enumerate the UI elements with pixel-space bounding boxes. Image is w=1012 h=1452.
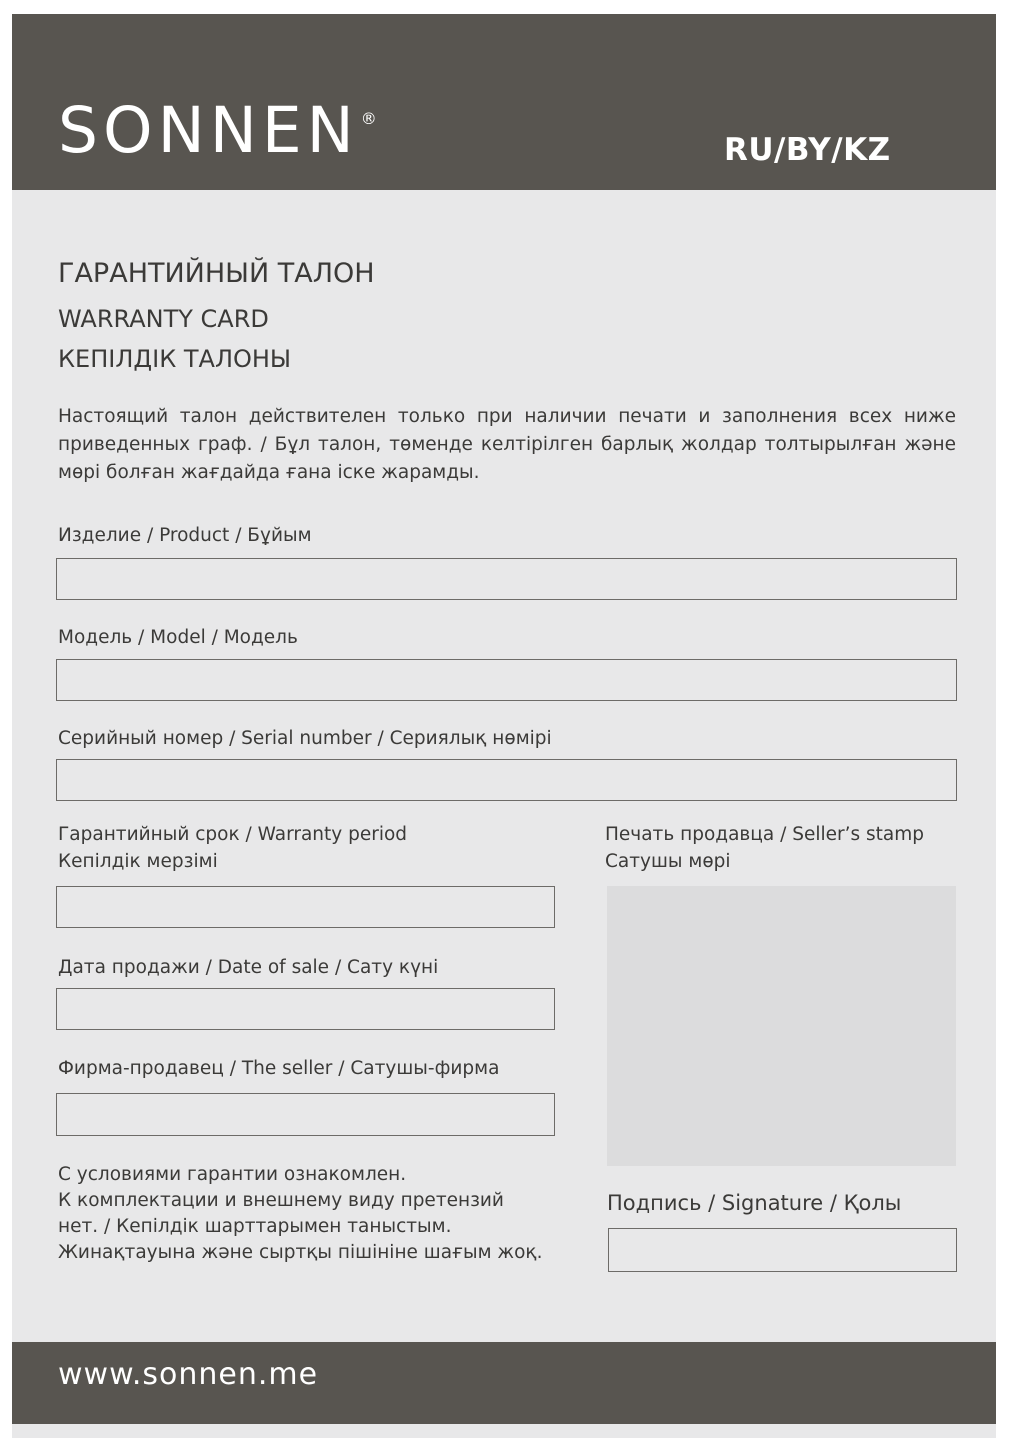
seller-label: Фирма-продавец / The seller / Сатушы-фирма — [58, 1058, 500, 1079]
model-field[interactable] — [56, 659, 957, 701]
seller-stamp-area[interactable] — [607, 886, 956, 1166]
title-ru: ГАРАНТИЙНЫЙ ТАЛОН — [58, 258, 375, 289]
warranty-period-field[interactable] — [56, 886, 555, 928]
title-en: WARRANTY CARD — [58, 305, 269, 333]
serial-number-field[interactable] — [56, 759, 957, 801]
date-of-sale-field[interactable] — [56, 988, 555, 1030]
warranty-period-label-line1: Гарантийный срок / Warranty period — [58, 824, 408, 845]
model-label: Модель / Model / Модель — [58, 627, 298, 648]
date-of-sale-label: Дата продажи / Date of sale / Сату күні — [58, 957, 439, 978]
product-field[interactable] — [56, 558, 957, 600]
acknowledgement-line2: К комплектации и внешнему виду претензий — [58, 1190, 504, 1211]
acknowledgement-line4: Жинақтауына және сыртқы пішініне шағым жоқ. — [58, 1242, 543, 1263]
warranty-period-label — [58, 821, 407, 875]
serial-number-label: Серийный номер / Serial number / Сериялық нөмірі — [58, 728, 552, 749]
sonnen-logo: SONNEN ® — [58, 94, 377, 167]
seller-stamp-label — [605, 821, 924, 875]
product-label: Изделие / Product / Бұйым — [58, 525, 312, 546]
signature-label: Подпись / Signature / Қолы — [607, 1191, 902, 1215]
warranty-period-label-line2: Кепілдік мерзімі — [58, 851, 218, 872]
website-url[interactable]: www.sonnen.me — [58, 1357, 319, 1392]
acknowledgement-line1: С условиями гарантии ознакомлен. — [58, 1164, 407, 1185]
intro-text: Настоящий талон действителен только при наличии печати и заполнения всех ниже приведенных граф. / Бұл талон, төменде келтірілген барлық жолдар толтырылған және мөрі болған жағдайда ғана іске жарамды. — [58, 406, 956, 483]
title-kz: КЕПІЛДІК ТАЛОНЫ — [58, 345, 292, 373]
acknowledgement-text — [58, 1162, 558, 1266]
seller-stamp-label-line2: Сатушы мөрі — [605, 851, 731, 872]
seller-field[interactable] — [56, 1093, 555, 1136]
acknowledgement-line3: нет. / Кепілдік шарттарымен таныстым. — [58, 1216, 452, 1237]
region-codes: RU/BY/KZ — [724, 132, 891, 168]
registered-mark: ® — [360, 109, 377, 128]
signature-field[interactable] — [608, 1228, 957, 1272]
seller-stamp-label-line1: Печать продавца / Seller’s stamp — [605, 824, 925, 845]
